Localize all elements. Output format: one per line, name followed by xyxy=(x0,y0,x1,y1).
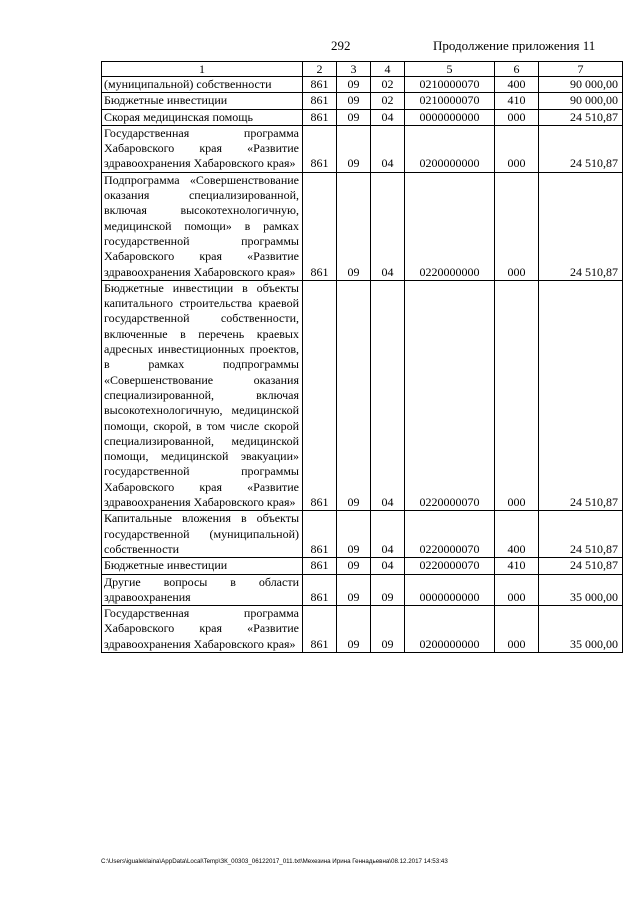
row-amount-cell: 24 510,87 xyxy=(539,109,623,125)
row-name-cell: Бюджетные инвестиции xyxy=(102,558,303,574)
continuation-title: Продолжение приложения 11 xyxy=(433,38,596,53)
row-amount-cell: 90 000,00 xyxy=(539,93,623,109)
row-code-gr-cell: 861 xyxy=(303,558,337,574)
column-header: 6 xyxy=(495,62,539,77)
row-code-gr-cell: 861 xyxy=(303,280,337,510)
row-code-rz-cell: 09 xyxy=(337,109,371,125)
row-name-cell: (муниципальной) собственности xyxy=(102,77,303,93)
column-header: 3 xyxy=(337,62,371,77)
row-code-pr-cell: 04 xyxy=(371,280,405,510)
row-code-rz-cell: 09 xyxy=(337,574,371,606)
row-code-gr-cell: 861 xyxy=(303,109,337,125)
row-code-csr-cell: 0220000000 xyxy=(405,172,495,280)
table-row xyxy=(102,574,623,606)
table-row xyxy=(102,172,623,280)
row-code-rz-cell: 09 xyxy=(337,606,371,653)
row-code-rz-cell: 09 xyxy=(337,280,371,510)
row-code-vr-cell: 400 xyxy=(495,77,539,93)
row-code-vr-cell: 000 xyxy=(495,109,539,125)
row-code-vr-cell: 000 xyxy=(495,172,539,280)
row-code-csr-cell: 0220000070 xyxy=(405,558,495,574)
row-name-cell: Государственная программа Хабаровского края «Развитие здравоохранения Хабаровского края» xyxy=(102,125,303,172)
row-code-rz-cell: 09 xyxy=(337,558,371,574)
row-code-gr-cell: 861 xyxy=(303,77,337,93)
table-row xyxy=(102,125,623,172)
row-code-vr-cell: 400 xyxy=(495,511,539,558)
row-code-vr-cell: 410 xyxy=(495,93,539,109)
table-row xyxy=(102,77,623,93)
row-code-gr-cell: 861 xyxy=(303,511,337,558)
row-code-pr-cell: 09 xyxy=(371,574,405,606)
column-header: 7 xyxy=(539,62,623,77)
footer-file-path: C:\Users\igualeklaina\AppData\Local\Temp\ЗК_00303_06122017_011.txt\Мехезина Ирина Геннадьевна\08.12.2017 14:53:43 xyxy=(101,858,448,865)
row-code-csr-cell: 0000000000 xyxy=(405,109,495,125)
row-name-cell: Другие вопросы в области здравоохранения xyxy=(102,574,303,606)
row-code-csr-cell: 0210000070 xyxy=(405,93,495,109)
row-code-vr-cell: 410 xyxy=(495,558,539,574)
row-name-cell: Скорая медицинская помощь xyxy=(102,109,303,125)
row-code-gr-cell: 861 xyxy=(303,606,337,653)
table-row xyxy=(102,93,623,109)
column-header-row xyxy=(102,62,623,77)
row-code-gr-cell: 861 xyxy=(303,574,337,606)
row-amount-cell: 35 000,00 xyxy=(539,606,623,653)
row-code-pr-cell: 09 xyxy=(371,606,405,653)
row-code-pr-cell: 04 xyxy=(371,558,405,574)
row-amount-cell: 90 000,00 xyxy=(539,77,623,93)
table-row xyxy=(102,109,623,125)
row-code-rz-cell: 09 xyxy=(337,77,371,93)
table-row xyxy=(102,511,623,558)
row-code-pr-cell: 04 xyxy=(371,125,405,172)
row-name-cell: Капитальные вложения в объекты государственной (муниципальной) собственности xyxy=(102,511,303,558)
row-code-csr-cell: 0210000070 xyxy=(405,77,495,93)
row-amount-cell: 24 510,87 xyxy=(539,280,623,510)
row-code-csr-cell: 0200000000 xyxy=(405,606,495,653)
row-name-cell: Государственная программа Хабаровского края «Развитие здравоохранения Хабаровского края» xyxy=(102,606,303,653)
column-header: 4 xyxy=(371,62,405,77)
row-code-csr-cell: 0220000070 xyxy=(405,280,495,510)
row-code-vr-cell: 000 xyxy=(495,280,539,510)
page-number: 292 xyxy=(331,38,351,53)
row-code-csr-cell: 0000000000 xyxy=(405,574,495,606)
row-code-gr-cell: 861 xyxy=(303,125,337,172)
row-name-cell: Бюджетные инвестиции в объекты капитального строительства краевой государственной собственности, включенные в перечень краевых адресных инвестиционных проектов, в рамках подпрограммы «Совершенствование оказания специализированной, включая высокотехнологичную, медицинской помощи, скорой, в том числе скорой специализированной, медицинской помощи, медицинской эвакуации» государственной программы Хабаровского края «Развитие здравоохранения Хабаровского края» xyxy=(102,280,303,510)
row-amount-cell: 35 000,00 xyxy=(539,574,623,606)
row-amount-cell: 24 510,87 xyxy=(539,511,623,558)
row-code-pr-cell: 02 xyxy=(371,93,405,109)
row-code-gr-cell: 861 xyxy=(303,172,337,280)
row-code-vr-cell: 000 xyxy=(495,125,539,172)
row-code-csr-cell: 0200000000 xyxy=(405,125,495,172)
column-header: 2 xyxy=(303,62,337,77)
row-code-vr-cell: 000 xyxy=(495,606,539,653)
row-code-pr-cell: 02 xyxy=(371,77,405,93)
column-header: 1 xyxy=(102,62,303,77)
row-code-csr-cell: 0220000070 xyxy=(405,511,495,558)
budget-table xyxy=(101,61,623,653)
column-header: 5 xyxy=(405,62,495,77)
row-code-rz-cell: 09 xyxy=(337,172,371,280)
row-code-rz-cell: 09 xyxy=(337,93,371,109)
table-row xyxy=(102,606,623,653)
row-code-gr-cell: 861 xyxy=(303,93,337,109)
row-code-pr-cell: 04 xyxy=(371,109,405,125)
row-name-cell: Бюджетные инвестиции xyxy=(102,93,303,109)
row-amount-cell: 24 510,87 xyxy=(539,558,623,574)
row-amount-cell: 24 510,87 xyxy=(539,172,623,280)
row-code-rz-cell: 09 xyxy=(337,511,371,558)
row-code-pr-cell: 04 xyxy=(371,511,405,558)
table-row xyxy=(102,558,623,574)
row-code-vr-cell: 000 xyxy=(495,574,539,606)
row-name-cell: Подпрограмма «Совершенствование оказания специализированной, включая высокотехнологичную, медицинской помощи» в рамках государственной программы Хабаровского края «Развитие здравоохранения Хабаровского края» xyxy=(102,172,303,280)
row-code-pr-cell: 04 xyxy=(371,172,405,280)
row-code-rz-cell: 09 xyxy=(337,125,371,172)
row-amount-cell: 24 510,87 xyxy=(539,125,623,172)
table-row xyxy=(102,280,623,510)
